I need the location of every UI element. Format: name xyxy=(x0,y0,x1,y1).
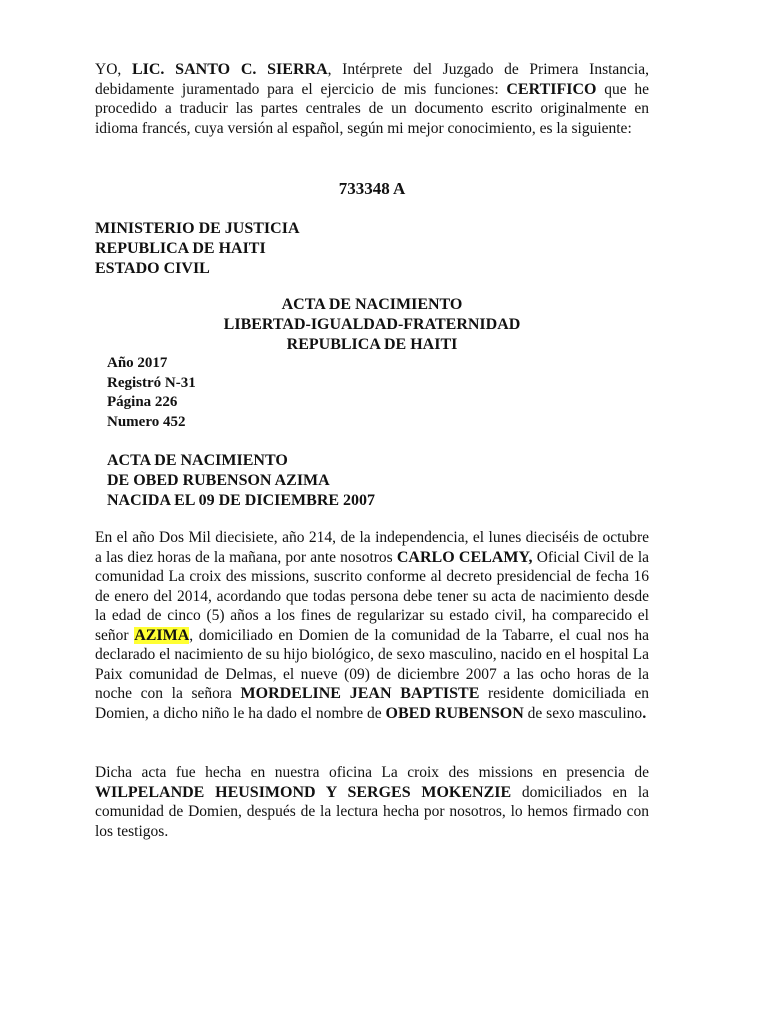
body1-text-3: , domiciliado en Domien de la comunidad de la Tabarre, el cual nos ha declarado el nacimiento de su hijo biológico, de sexo masculino, nacido en el hospital La Paix comunidad de Delmas, el nueve (09) de diciembre 2007 a las ocho horas de la noche con la señora xyxy=(95,626,650,702)
body2-text-2: domiciliados en la comunidad de Domien, después de la lectura hecha por nosotros, lo hemos firmado con los testigos. xyxy=(95,783,650,840)
signing-paragraph xyxy=(95,763,649,841)
registry-number: Registró N-31 xyxy=(107,374,196,391)
heading-line-2: LIBERTAD-IGUALDAD-FRATERNIDAD xyxy=(223,316,521,333)
body2-text-1: Dicha acta fue hecha en nuestra oficina La croix des missions en presencia de xyxy=(95,764,649,781)
registry-entry-number: Numero 452 xyxy=(107,413,186,430)
acta-line-1: ACTA DE NACIMIENTO xyxy=(107,452,288,469)
acta-line-2: DE OBED RUBENSON AZIMA xyxy=(107,472,330,489)
heading-line-3: REPUBLICA DE HAITI xyxy=(286,336,458,353)
body1-text-2: Oficial Civil de la comunidad La croix des missions, suscrito conforme al decreto presidencial de fecha 16 de enero del 2014, acordando que todas persona debe tener su acta de nacimiento desde la edad de cinco (5) años a los fines de regularizar su estado civil, ha comparecido el señor xyxy=(95,548,650,644)
ministry-header xyxy=(95,219,300,279)
body1-text-4: residente domiciliada en Domien, a dicho niño le ha dado el nombre de xyxy=(95,685,650,722)
body1-period: . xyxy=(642,704,647,722)
official-name: CARLO CELAMY, xyxy=(396,548,533,566)
certifico-word: CERTIFICO xyxy=(506,80,597,98)
intro-text-1: YO, xyxy=(95,61,132,78)
certificate-heading xyxy=(95,295,649,355)
intro-paragraph xyxy=(95,60,649,138)
body1-text-1: En el año Dos Mil diecisiete, año 214, de la independencia, el lunes dieciséis de octubre a las diez horas de la mañana, por ante nosotros xyxy=(95,529,649,566)
witnesses-names: WILPELANDE HEUSIMOND Y SERGES MOKENZIE xyxy=(95,783,512,801)
heading-line-1: ACTA DE NACIMIENTO xyxy=(281,296,463,313)
ministry-line-1: MINISTERIO DE JUSTICIA xyxy=(95,220,300,237)
ministry-line-3: ESTADO CIVIL xyxy=(95,260,210,277)
document-number: 733348 A xyxy=(338,179,406,198)
registry-details xyxy=(107,354,196,432)
mother-name: MORDELINE JEAN BAPTISTE xyxy=(240,685,480,702)
body1-text-5: de sexo masculino xyxy=(523,704,643,722)
father-name-highlight: AZIMA xyxy=(134,626,190,644)
intro-text-2: , Intérprete del Juzgado de Primera Instancia, debidamente juramentado para el ejercicio de mis funciones: xyxy=(95,61,649,98)
ministry-line-2: REPUBLICA DE HAITI xyxy=(95,240,266,257)
registry-page: Página 226 xyxy=(107,394,178,410)
acta-line-3: NACIDA EL 09 DE DICIEMBRE 2007 xyxy=(107,492,376,509)
acta-title xyxy=(107,451,375,511)
birth-record-paragraph xyxy=(95,528,649,723)
registry-year: Año 2017 xyxy=(107,355,168,371)
intro-text-3: que he procedido a traducir las partes centrales de un documento escrito originalmente en idioma francés, cuya versión al español, según mi mejor conocimiento, es la siguiente: xyxy=(95,80,649,137)
interpreter-name: LIC. SANTO C. SIERRA xyxy=(131,61,328,78)
child-name: OBED RUBENSON xyxy=(385,704,524,722)
